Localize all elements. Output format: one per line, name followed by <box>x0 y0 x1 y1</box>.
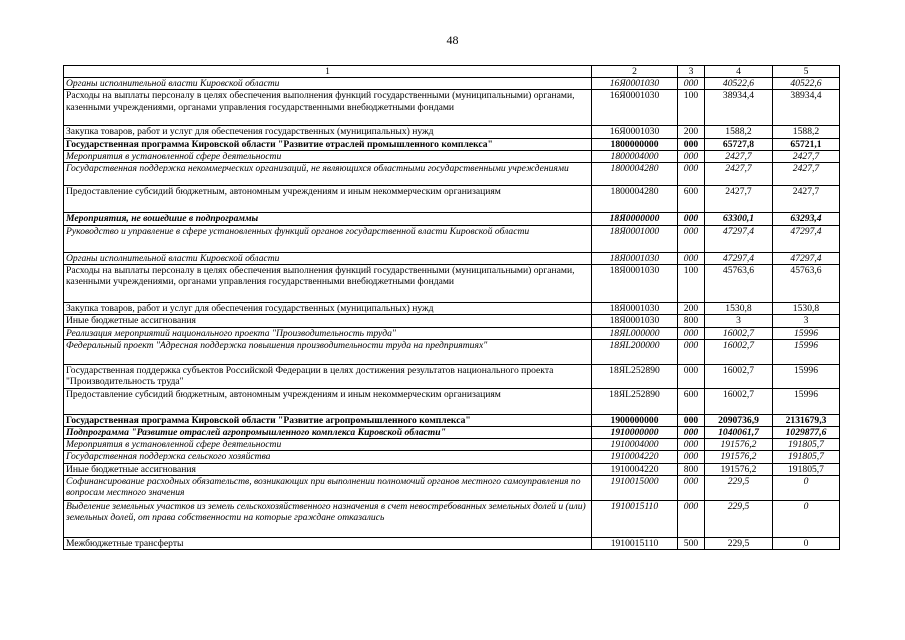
row-code: 1800004280 <box>592 163 678 186</box>
row-code: 18ЯL000000 <box>592 327 678 339</box>
row-value-col4: 2427,7 <box>705 186 773 213</box>
table-row <box>64 414 840 426</box>
row-value-col5: 38934,4 <box>773 90 840 126</box>
row-name: Реализация мероприятий национального проекта "Производительность труда" <box>64 327 592 339</box>
row-code: 1900000000 <box>592 414 678 426</box>
row-code: 1910004220 <box>592 463 678 475</box>
row-value-col5: 191805,7 <box>773 463 840 475</box>
row-subcode: 100 <box>678 265 705 303</box>
row-name: Мероприятия, не вошедшие в подпрограммы <box>64 213 592 226</box>
row-code: 1910004000 <box>592 439 678 451</box>
row-value-col5: 45763,6 <box>773 265 840 303</box>
row-code: 1910004220 <box>592 451 678 463</box>
row-value-col4: 191576,2 <box>705 439 773 451</box>
row-code: 18Я0001000 <box>592 226 678 253</box>
row-code: 1910015110 <box>592 500 678 537</box>
row-value-col5: 0 <box>773 500 840 537</box>
row-value-col5: 2427,7 <box>773 150 840 162</box>
row-value-col4: 40522,6 <box>705 78 773 90</box>
row-code: 18ЯL252890 <box>592 364 678 388</box>
row-subcode: 200 <box>678 126 705 138</box>
row-subcode: 000 <box>678 475 705 500</box>
row-name: Расходы на выплаты персоналу в целях обеспечения выполнения функций государственными (муниципальными) органами, казенными учреждениями, органами управления государственными внебюджетными фондами <box>64 90 592 126</box>
header-col-2: 2 <box>592 66 678 78</box>
row-value-col5: 15996 <box>773 364 840 388</box>
table-row <box>64 163 840 186</box>
row-subcode: 000 <box>678 78 705 90</box>
row-value-col5: 1029877,6 <box>773 427 840 439</box>
row-value-col5: 1588,2 <box>773 126 840 138</box>
row-code: 1910015000 <box>592 475 678 500</box>
row-subcode: 000 <box>678 163 705 186</box>
row-name: Государственная поддержка некоммерческих организаций, не являющихся областными государственными учреждениями <box>64 163 592 186</box>
row-name: Органы исполнительной власти Кировской области <box>64 253 592 265</box>
table-row <box>64 303 840 315</box>
row-name: Мероприятия в установленной сфере деятельности <box>64 150 592 162</box>
row-value-col5: 15996 <box>773 327 840 339</box>
row-name: Софинансирование расходных обязательств, возникающих при выполнении полномочий органов местного самоуправления по вопросам местного значения <box>64 475 592 500</box>
row-name: Расходы на выплаты персоналу в целях обеспечения выполнения функций государственными (муниципальными) органами, казенными учреждениями, органами управления государственными внебюджетными фондами <box>64 265 592 303</box>
row-subcode: 000 <box>678 138 705 150</box>
table-row <box>64 451 840 463</box>
row-name: Федеральный проект "Адресная поддержка повышения производительности труда на предприятиях" <box>64 339 592 364</box>
row-name: Закупка товаров, работ и услуг для обеспечения государственных (муниципальных) нужд <box>64 126 592 138</box>
row-code: 1800004280 <box>592 186 678 213</box>
budget-table-body <box>64 66 840 550</box>
row-value-col5: 15996 <box>773 388 840 414</box>
row-subcode: 000 <box>678 253 705 265</box>
table-row <box>64 186 840 213</box>
table-row <box>64 126 840 138</box>
row-subcode: 000 <box>678 364 705 388</box>
table-row <box>64 427 840 439</box>
header-col-4: 4 <box>705 66 773 78</box>
row-value-col4: 191576,2 <box>705 463 773 475</box>
row-code: 16Я0001030 <box>592 126 678 138</box>
table-row <box>64 213 840 226</box>
row-subcode: 600 <box>678 388 705 414</box>
page-number: 48 <box>446 33 459 47</box>
row-subcode: 500 <box>678 537 705 549</box>
row-value-col4: 16002,7 <box>705 327 773 339</box>
row-value-col5: 3 <box>773 315 840 327</box>
row-code: 16Я0001030 <box>592 90 678 126</box>
table-row <box>64 475 840 500</box>
row-name: Предоставление субсидий бюджетным, автономным учреждениям и иным некоммерческим организациям <box>64 186 592 213</box>
table-row <box>64 150 840 162</box>
row-value-col4: 47297,4 <box>705 253 773 265</box>
row-value-col5: 1530,8 <box>773 303 840 315</box>
row-value-col4: 38934,4 <box>705 90 773 126</box>
row-subcode: 000 <box>678 427 705 439</box>
row-code: 1910015110 <box>592 537 678 549</box>
row-value-col4: 65727,8 <box>705 138 773 150</box>
row-value-col5: 2427,7 <box>773 186 840 213</box>
row-name: Мероприятия в установленной сфере деятельности <box>64 439 592 451</box>
row-code: 16Я0001030 <box>592 78 678 90</box>
row-value-col4: 16002,7 <box>705 339 773 364</box>
budget-table <box>63 65 840 550</box>
row-code: 18Я0001030 <box>592 265 678 303</box>
row-value-col5: 15996 <box>773 339 840 364</box>
table-row <box>64 90 840 126</box>
row-name: Подпрограмма "Развитие отраслей агропромышленного комплекса Кировской области" <box>64 427 592 439</box>
row-value-col4: 229,5 <box>705 475 773 500</box>
row-code: 1910000000 <box>592 427 678 439</box>
row-code: 1800000000 <box>592 138 678 150</box>
row-name: Межбюджетные трансферты <box>64 537 592 549</box>
table-row <box>64 226 840 253</box>
row-subcode: 000 <box>678 327 705 339</box>
row-code: 18ЯL200000 <box>592 339 678 364</box>
row-value-col5: 191805,7 <box>773 439 840 451</box>
row-subcode: 000 <box>678 150 705 162</box>
table-row <box>64 364 840 388</box>
row-name: Руководство и управление в сфере установленных функций органов государственной власти Кировской области <box>64 226 592 253</box>
row-value-col4: 1040061,7 <box>705 427 773 439</box>
row-subcode: 000 <box>678 439 705 451</box>
header-row <box>64 66 840 78</box>
row-subcode: 200 <box>678 303 705 315</box>
row-subcode: 000 <box>678 451 705 463</box>
row-name: Органы исполнительной власти Кировской области <box>64 78 592 90</box>
row-value-col4: 2427,7 <box>705 150 773 162</box>
row-value-col5: 40522,6 <box>773 78 840 90</box>
row-name: Закупка товаров, работ и услуг для обеспечения государственных (муниципальных) нужд <box>64 303 592 315</box>
row-name: Выделение земельных участков из земель сельскохозяйственного назначения в счет невостребованных земельных долей и (или) земельных долей, от права собственности на которые граждане отказались <box>64 500 592 537</box>
row-code: 1800004000 <box>592 150 678 162</box>
row-name: Предоставление субсидий бюджетным, автономным учреждениям и иным некоммерческим организациям <box>64 388 592 414</box>
row-name: Государственная программа Кировской области "Развитие агропромышленного комплекса" <box>64 414 592 426</box>
row-name: Иные бюджетные ассигнования <box>64 463 592 475</box>
row-subcode: 000 <box>678 414 705 426</box>
table-row <box>64 439 840 451</box>
table-row <box>64 253 840 265</box>
table-row <box>64 138 840 150</box>
table-row <box>64 500 840 537</box>
row-subcode: 100 <box>678 90 705 126</box>
table-row <box>64 315 840 327</box>
row-subcode: 600 <box>678 186 705 213</box>
row-value-col4: 16002,7 <box>705 364 773 388</box>
row-value-col4: 229,5 <box>705 537 773 549</box>
header-col-1: 1 <box>64 66 592 78</box>
row-name: Государственная поддержка сельского хозяйства <box>64 451 592 463</box>
header-col-5: 5 <box>773 66 840 78</box>
table-row <box>64 388 840 414</box>
row-value-col5: 0 <box>773 475 840 500</box>
row-subcode: 000 <box>678 339 705 364</box>
row-name: Государственная поддержка субъектов Российской Федерации в целях достижения результатов национального проекта "Производительность труда" <box>64 364 592 388</box>
row-subcode: 000 <box>678 213 705 226</box>
row-value-col5: 47297,4 <box>773 226 840 253</box>
header-col-3: 3 <box>678 66 705 78</box>
row-value-col4: 191576,2 <box>705 451 773 463</box>
row-name: Иные бюджетные ассигнования <box>64 315 592 327</box>
row-value-col4: 2427,7 <box>705 163 773 186</box>
row-subcode: 800 <box>678 315 705 327</box>
row-value-col5: 191805,7 <box>773 451 840 463</box>
row-code: 18ЯL252890 <box>592 388 678 414</box>
row-code: 18Я0001030 <box>592 303 678 315</box>
row-subcode: 000 <box>678 226 705 253</box>
row-value-col4: 63300,1 <box>705 213 773 226</box>
row-value-col4: 1588,2 <box>705 126 773 138</box>
row-value-col4: 47297,4 <box>705 226 773 253</box>
row-code: 18Я0000000 <box>592 213 678 226</box>
row-subcode: 800 <box>678 463 705 475</box>
table-row <box>64 537 840 549</box>
row-value-col4: 229,5 <box>705 500 773 537</box>
row-value-col5: 2427,7 <box>773 163 840 186</box>
row-value-col5: 0 <box>773 537 840 549</box>
table-row <box>64 265 840 303</box>
row-subcode: 000 <box>678 500 705 537</box>
row-value-col4: 45763,6 <box>705 265 773 303</box>
row-name: Государственная программа Кировской области "Развитие отраслей промышленного комплекса" <box>64 138 592 150</box>
row-code: 18Я0001030 <box>592 253 678 265</box>
table-row <box>64 339 840 364</box>
table-row <box>64 327 840 339</box>
table-row <box>64 78 840 90</box>
row-value-col5: 63293,4 <box>773 213 840 226</box>
row-value-col5: 65721,1 <box>773 138 840 150</box>
table-row <box>64 463 840 475</box>
row-value-col5: 47297,4 <box>773 253 840 265</box>
row-code: 18Я0001030 <box>592 315 678 327</box>
row-value-col4: 3 <box>705 315 773 327</box>
row-value-col4: 1530,8 <box>705 303 773 315</box>
row-value-col5: 2131679,3 <box>773 414 840 426</box>
row-value-col4: 2090736,9 <box>705 414 773 426</box>
row-value-col4: 16002,7 <box>705 388 773 414</box>
